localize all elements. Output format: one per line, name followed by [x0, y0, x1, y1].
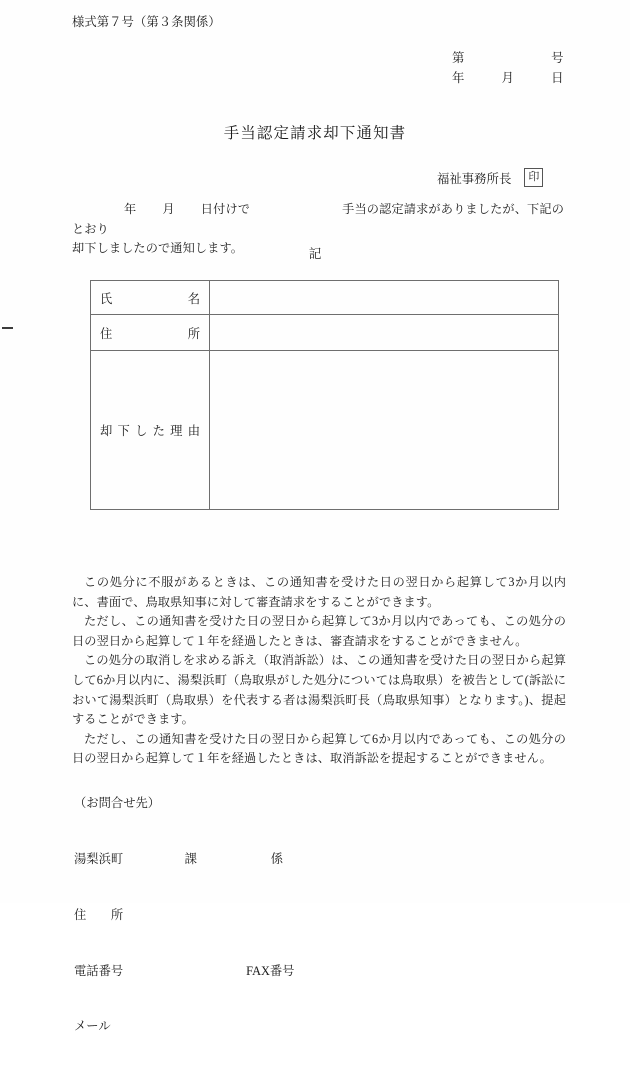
- legal-paragraph-2: ただし、この通知書を受けた日の翌日から起算して3か月以内であっても、この処分の日の翌日から起算して１年を経過したときは、審査請求をすることができません。: [72, 614, 566, 648]
- contact-block: [74, 757, 294, 1073]
- issuer-name: 福祉事務所長: [437, 171, 512, 186]
- document-number-field: 第 号: [452, 51, 564, 65]
- row-value-name[interactable]: [210, 281, 559, 315]
- intro-year: 年: [124, 202, 137, 216]
- form-number: 様式第７号（第３条関係）: [72, 15, 221, 29]
- legal-paragraph-4: ただし、この通知書を受けた日の翌日から起算して6か月以内であっても、この処分の日の翌日から起算して１年を経過したときは、取消訴訟を提起することができません。: [72, 731, 566, 766]
- table-row: [91, 315, 559, 351]
- margin-mark: [2, 327, 13, 329]
- row-value-address[interactable]: [210, 315, 559, 351]
- document-date-field: 年 月 日: [452, 71, 564, 85]
- legal-notices: [72, 573, 566, 769]
- row-value-reason[interactable]: [210, 351, 559, 510]
- legal-paragraph-3: この処分の取消しを求める訴え（取消訴訟）は、この通知書を受けた日の翌日から起算して6か月以内に、湯梨浜町（鳥取県がした処分については鳥取県）を被告として(訴訟において湯梨浜町（鳥取県）を代表する者は湯梨浜町長（鳥取県知事）となります。)、提起することができます。: [72, 653, 566, 727]
- intro-subject: 手当の認定請求がありましたが、下記のとおり: [72, 202, 564, 236]
- table-row: [91, 281, 559, 315]
- intro-month: 月: [162, 202, 175, 216]
- row-label-name: 氏名: [91, 281, 210, 315]
- intro-closing: 却下しましたので通知します。: [72, 241, 244, 256]
- issuer-row: [437, 168, 543, 187]
- row-label-address: 住所: [91, 315, 210, 351]
- row-label-reason: 却下した理由: [91, 351, 210, 510]
- legal-paragraph-1: この処分に不服があるときは、この通知書を受けた日の翌日から起算して3か月以内に、書面で、鳥取県知事に対して審査請求をすることができます。: [72, 575, 566, 609]
- information-table: [90, 280, 559, 510]
- contact-address: 住 所: [74, 907, 124, 922]
- contact-heading: （お問合せ先）: [74, 796, 161, 811]
- contact-office: 湯梨浜町 課 係: [74, 851, 284, 866]
- page-title: 手当認定請求却下通知書: [223, 125, 407, 142]
- seal-icon: 印: [524, 168, 543, 187]
- intro-day: 日付けで: [200, 202, 251, 216]
- table-row: [91, 351, 559, 510]
- contact-phone: 電話番号 FAX番号: [74, 963, 295, 978]
- ki-marker: 記: [308, 247, 322, 261]
- contact-mail: メール: [74, 1019, 111, 1034]
